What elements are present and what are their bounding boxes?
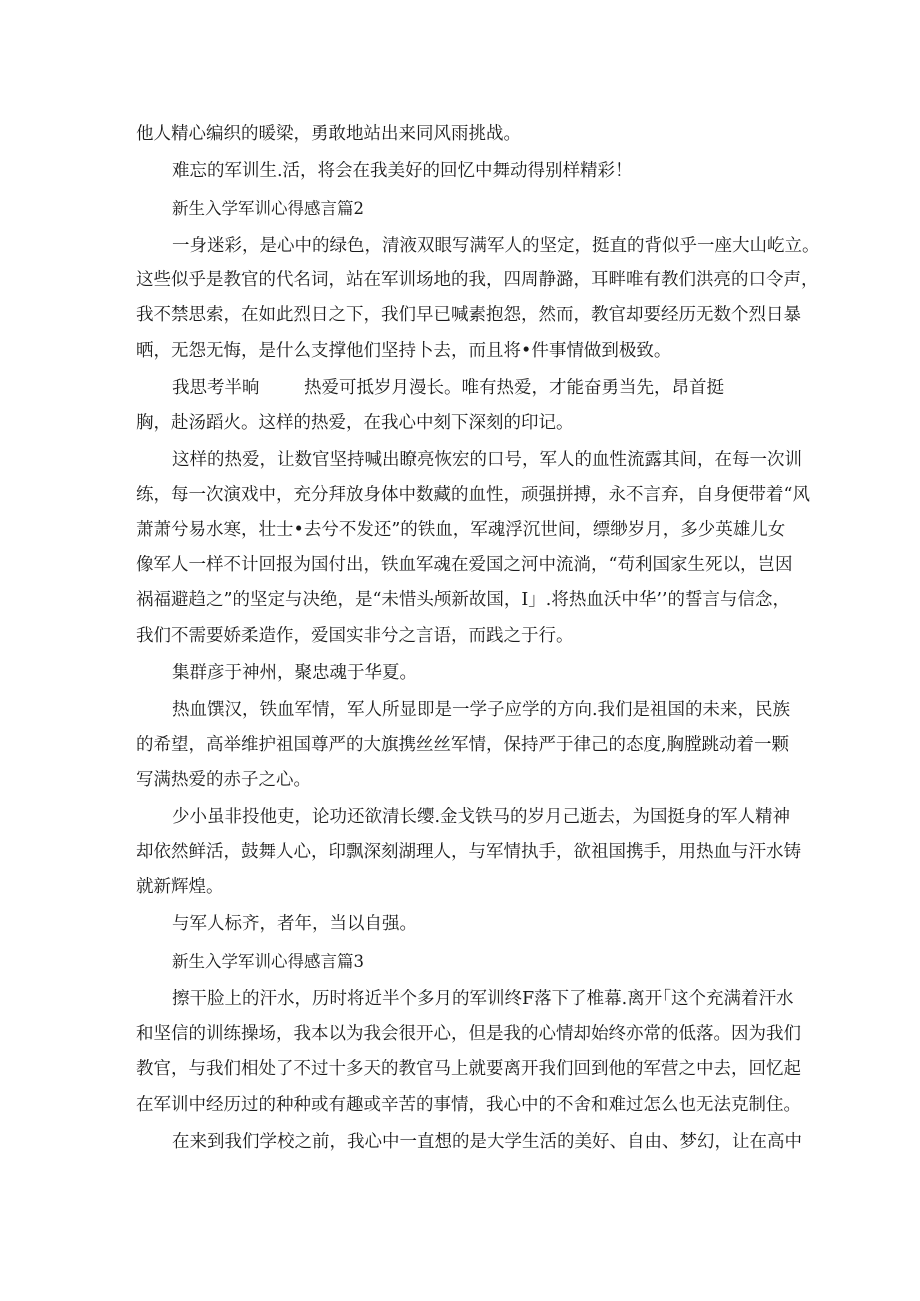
text-line: 在来到我们学校之前，我心中一直想的是大学生活的美好、自由、梦幻，让在高中 [172,1132,802,1152]
text-line: 写满热爱的赤子之心。 [136,770,311,790]
text-line: 他人精心编织的暖梁，勇敢地站出来同风雨挑战。 [136,124,521,144]
text-line: 我们不需要娇柔造作，爱国实非兮之言语，而践之于行。 [136,626,574,646]
text-line: 我不禁思索，在如此烈日之下，我们早已喊素抱怨，然而，教官却要经历无数个烈日暴 [136,305,801,325]
text-line: 萧萧兮易水寒，壮士•去兮不发还”的铁血，军魂浮沉世间，缥缈岁月，多少英雄儿女 [136,520,786,540]
text-line: 和坚信的训练操场，我本以为我会很开心，但是我的心情却始终亦常的低落。因为我们 [136,1024,801,1044]
text-line: 擦干脸上的汗水，历时将近半个多月的军训终F落下了椎幕.离开｢这个充满着汗水 [172,989,794,1009]
text-line: 我思考半晌 热爱可抵岁月漫长。唯有热爱，才能奋勇当先，昂首挺 [172,378,724,398]
text-line: 热血馔汉，铁血军情，军人所显即是一学子应学的方向.我们是祖国的未来，民族 [172,700,791,720]
text-line: 教官，与我们相处了不过十多天的教官马上就要离开我们回到他的军营之中去，回忆起 [136,1059,801,1079]
text-line: 这些似乎是教官的代名词，站在军训场地的我，四周静潞，耳畔唯有教们洪亮的口令声， [136,270,819,290]
section-heading: 新生入学军训心得感言篇3 [172,952,364,971]
text-line: 与军人标齐，者年，当以自强。 [172,914,417,934]
text-line: 练，每一次演戏中，充分拜放身体中数藏的血性，顽强拼搏，永不言弃，自身便带着“风 [136,485,810,505]
text-line: 晒，无怨无悔，是什么支撑他们坚持卜去，而且将•件事情做到极致。 [136,341,672,361]
text-line: 却依然鲜活，鼓舞人心，印飘深刻湖理人，与军情执手，欲祖国携手，用热血与汗水铸 [136,842,801,862]
text-line: 集群彦于神州，聚忠魂于华夏。 [172,663,417,683]
text-line: 像军人一样不计回报为国付出，铁血军魂在爱国之河中流淌，“苟利国家生死以，岂因 [136,555,793,575]
text-line: 的希望，高举维护祖国尊严的大旗携丝丝军情，保持严于律己的态度,胸膛跳动着一颗 [136,735,790,755]
text-line: 在军训中经历过的种种或有趣或辛苦的事情，我心中的不舍和难过怎么也无法克制住。 [136,1095,801,1115]
text-line: 胸，赴汤蹈火。这样的热爱，在我心中刻下深刻的印记。 [136,413,574,433]
text-line: 祸福避趋之”的坚定与决绝，是“未惜头颅新故国，I」.将热血沃中华’’的誓言与信念， [136,590,790,610]
text-line: 难忘的军训生.活，将会在我美好的回忆中舞动得别样精彩！ [172,161,633,181]
text-line: 就新辉煌。 [136,877,224,897]
text-line: 一身迷彩，是心中的绿色，清液双眼写满军人的坚定，挺直的背似乎一座大山屹立。 [172,236,820,256]
text-line: 这样的热爱，让数官坚持喊出瞭亮恢宏的口号，军人的血性流露其间，在每一次训 [172,450,802,470]
text-line: 少小虽非投他吏，论功还欲清长缨.金戈铁马的岁月己逝去，为国挺身的军人精神 [172,807,791,827]
section-heading: 新生入学军训心得感言篇2 [172,199,364,218]
